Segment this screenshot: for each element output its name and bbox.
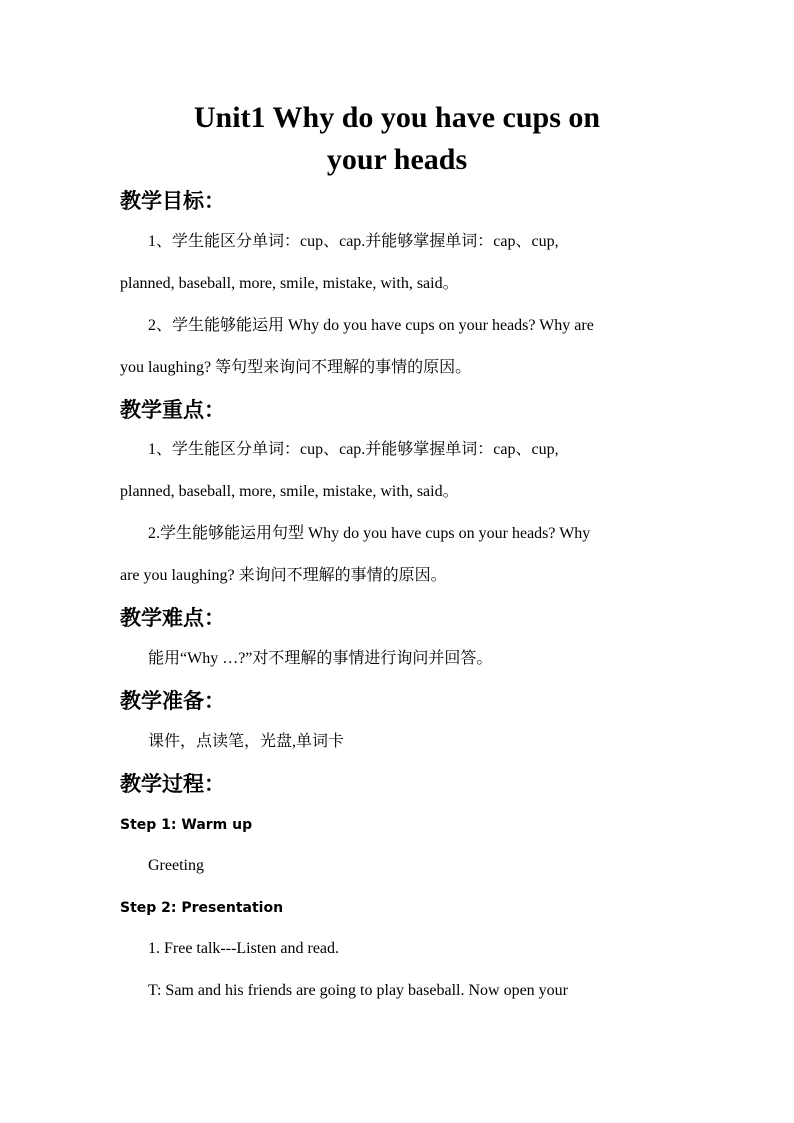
step2-line2: T: Sam and his friends are going to play baseball. Now open your — [148, 982, 568, 999]
heading-objectives: 教学目标： — [120, 188, 225, 213]
objectives-item2-line2: you laughing? 等句型来询问不理解的事情的原因。 — [120, 359, 472, 376]
objectives-item1-line2: planned, baseball, more, smile, mistake, with, said。 — [120, 275, 459, 292]
heading-process: 教学过程： — [120, 771, 225, 796]
key-points-item2-line2: are you laughing? 来询问不理解的事情的原因。 — [120, 567, 447, 584]
step2-line1: 1. Free talk---Listen and read. — [148, 940, 340, 957]
heading-difficulties: 教学难点： — [120, 605, 225, 630]
heading-key-points: 教学重点： — [120, 397, 225, 422]
difficulties-line1: 能用“Why …?”对不理解的事情进行询问并回答。 — [148, 650, 493, 667]
key-points-item1-line2: planned, baseball, more, smile, mistake, with, said。 — [120, 483, 459, 500]
key-points-item2-line1: 2.学生能够能运用句型 Why do you have cups on your heads? Why — [148, 525, 591, 542]
step2-title: Step 2: Presentation — [120, 900, 284, 916]
heading-preparation: 教学准备： — [120, 688, 225, 713]
objectives-item1-line1: 1、学生能区分单词：cup、cap.并能够掌握单词：cap、cup, — [148, 233, 559, 250]
step1-line1: Greeting — [148, 857, 204, 874]
preparation-line1: 课件，点读笔，光盘,单词卡 — [148, 733, 345, 750]
objectives-item2-line1: 2、学生能够能运用 Why do you have cups on your heads? Why are — [148, 317, 594, 334]
key-points-item1-line1: 1、学生能区分单词：cup、cap.并能够掌握单词：cap、cup, — [148, 441, 559, 458]
document-title-line-1: Unit1 Why do you have cups on — [193, 101, 601, 134]
document-title-line-2: your heads — [326, 143, 468, 176]
step1-title: Step 1: Warm up — [120, 817, 253, 833]
